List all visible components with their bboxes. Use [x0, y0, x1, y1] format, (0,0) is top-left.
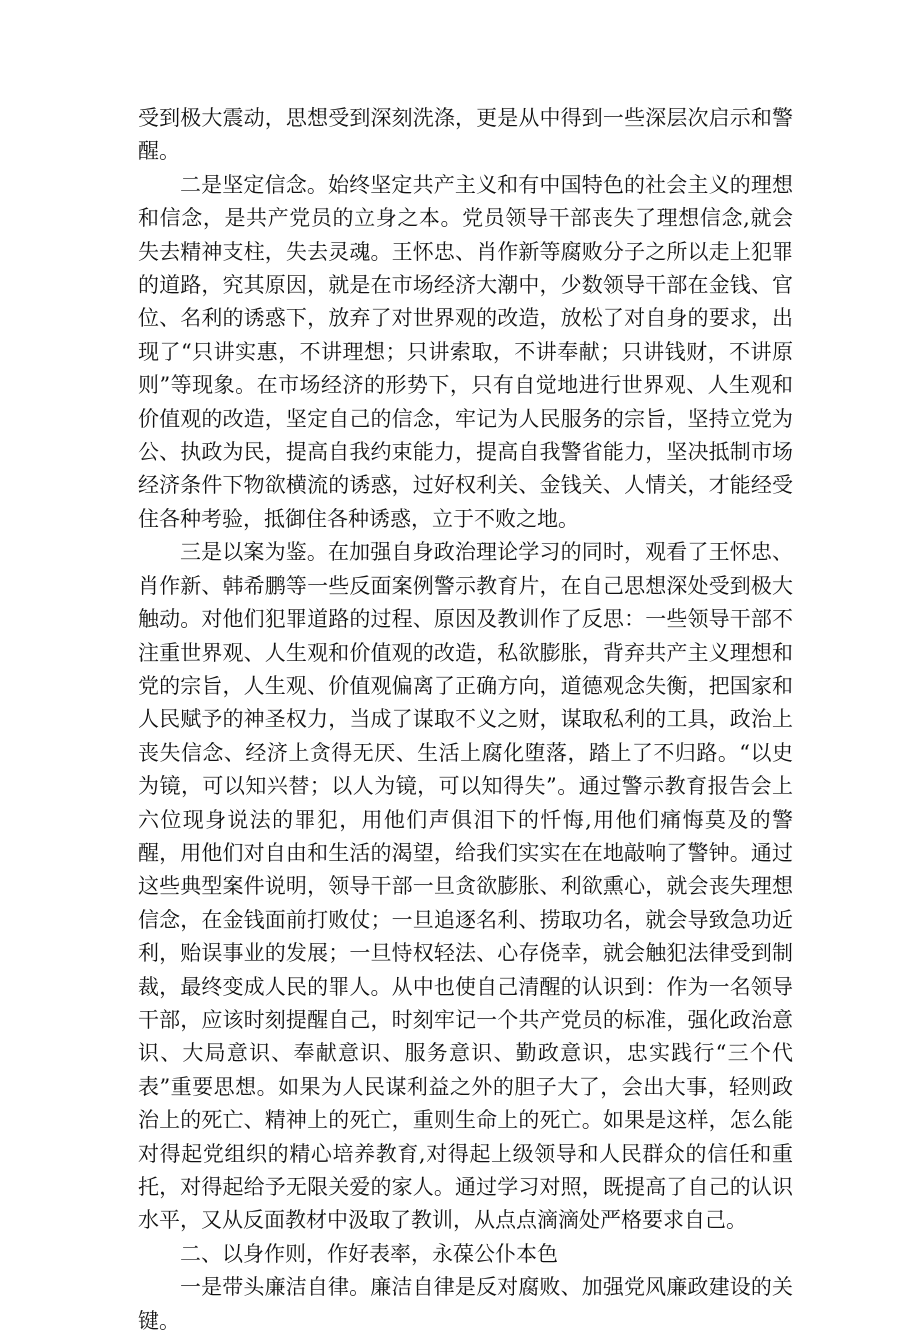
paragraph-self-discipline: 一是带头廉洁自律。廉洁自律是反对腐败、加强党风廉政建设的关键。 — [138, 1275, 793, 1333]
paragraph-firm-belief: 二是坚定信念。始终坚定共产主义和有中国特色的社会主义的理想和信念，是共产党员的立身之本。党员领导干部丧失了理想信念,就会失去精神支柱，失去灵魂。王怀忠、肖作新等腐败分子之所以走上犯罪的道路，究其原因，就是在市场经济大潮中，少数领导干部在金钱、官位、名利的诱惑下，放弃了对世界观的改造，放松了对自身的要求，出现了“只讲实惠，不讲理想；只讲索取，不讲奉献；只讲钱财，不讲原则”等现象。在市场经济的形势下，只有自觉地进行世界观、人生观和价值观的改造，坚定自己的信念，牢记为人民服务的宗旨，坚持立党为公、执政为民，提高自我约束能力，提高自我警省能力，坚决抵制市场经济条件下物欲横流的诱惑，过好权利关、金钱关、人情关，才能经受住各种考验，抵御住各种诱惑，立于不败之地。 — [138, 172, 793, 531]
section-heading: 二、以身作则，作好表率，永葆公仆本色 — [180, 1241, 558, 1266]
paragraph-lessons-from-cases: 三是以案为鉴。在加强自身政治理论学习的同时，观看了王怀忠、肖作新、韩希鹏等一些反面案例警示教育片，在自己思想深处受到极大触动。对他们犯罪道路的过程、原因及教训作了反思：一些领导干部不注重世界观、人生观和价值观的改造，私欲膨胀，背弃共产主义理想和党的宗旨，人生观、价值观偏离了正确方向，道德观念失衡，把国家和人民赋予的神圣权力，当成了谋取不义之财，谋取私利的工具，政治上丧失信念、经济上贪得无厌、生活上腐化堕落，踏上了不归路。“以史为镜，可以知兴替；以人为镜，可以知得失”。通过警示教育报告会上六位现身说法的罪犯，用他们声俱泪下的忏悔,用他们痛悔莫及的警醒，用他们对自由和生活的渴望，给我们实实在在地敲响了警钟。通过这些典型案件说明，领导干部一旦贪欲膨胀、利欲熏心，就会丧失理想信念，在金钱面前打败仗；一旦追逐名利、捞取功名，就会导致急功近利，贻误事业的发展；一旦恃权轻法、心存侥幸，就会触犯法律受到制裁，最终变成人民的罪人。从中也使自己清醒的认识到：作为一名领导干部，应该时刻提醒自己，时刻牢记一个共产党员的标准，强化政治意识、大局意识、奉献意识、服务意识、勤政意识，忠实践行“三个代表”重要思想。如果为人民谋利益之外的胆子大了，会出大事，轻则政治上的死亡、精神上的死亡，重则生命上的死亡。如果是这样，怎么能对得起党组织的精心培养教育,对得起上级领导和人民群众的信任和重托，对得起给予无限关爱的家人。通过学习对照，既提高了自己的认识水平，又从反面教材中汲取了教训，从点点滴滴处严格要求自己。 — [138, 540, 793, 1233]
paragraph-continuation: 受到极大震动，思想受到深刻洗涤，更是从中得到一些深层次启示和警醒。 — [138, 106, 793, 164]
document-page — [138, 102, 793, 1338]
